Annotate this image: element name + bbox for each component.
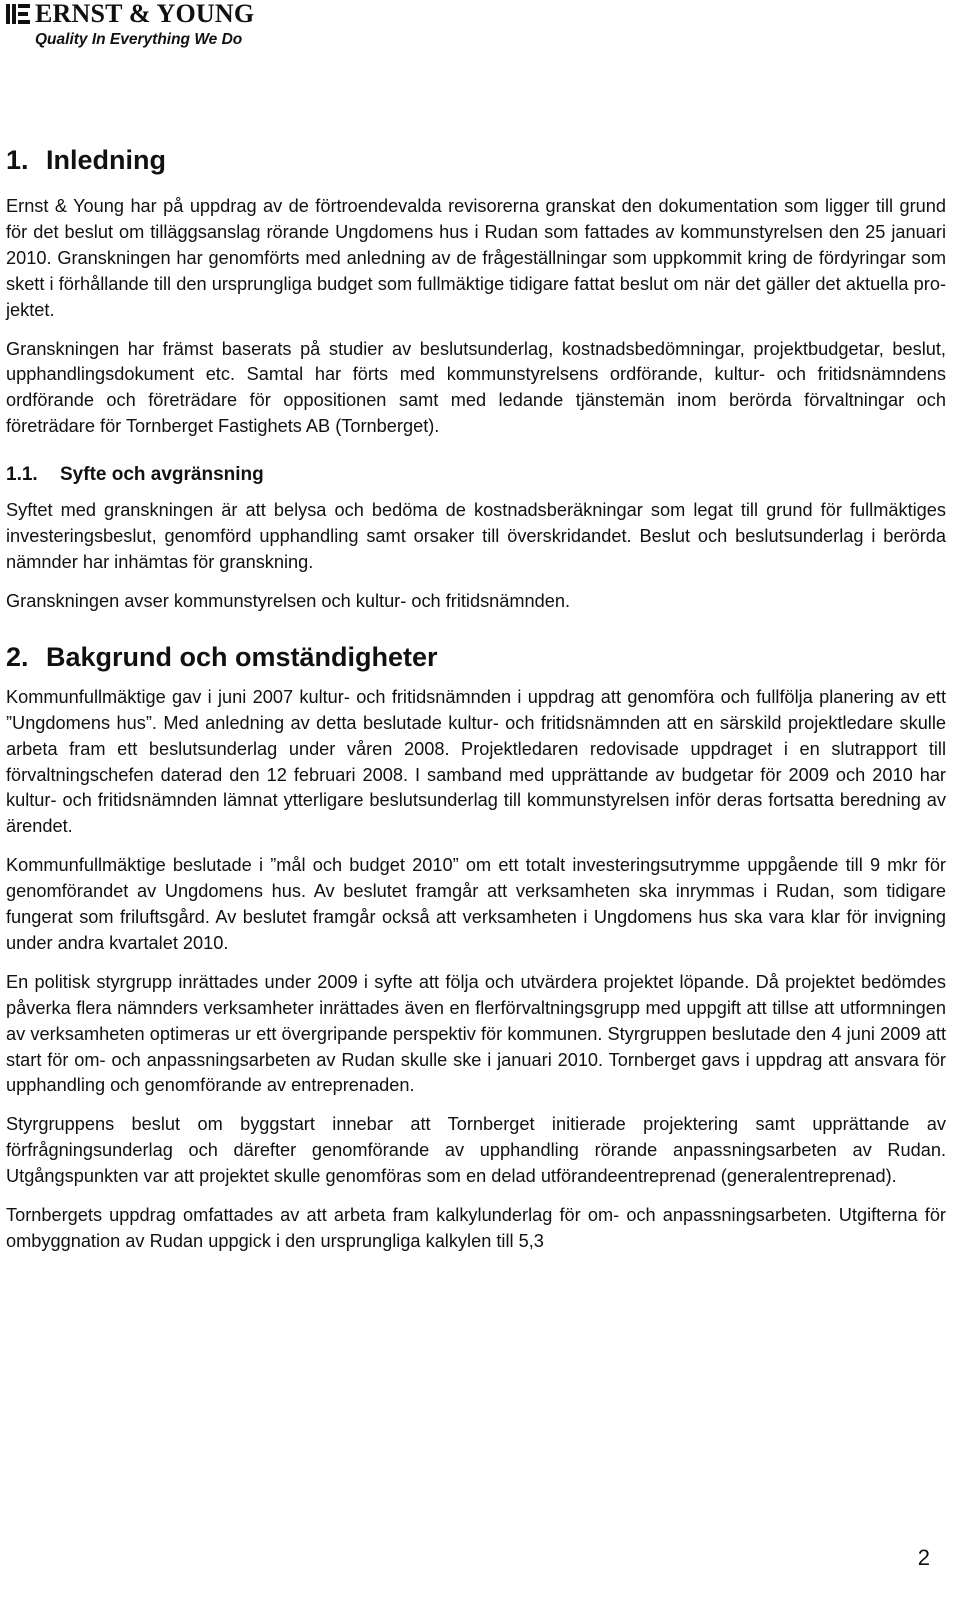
paragraph: Ernst & Young har på uppdrag av de förtroendevalda revisorerna granskat den dokumentation som ligger till grund för det beslut om tilläggsanslag rörande Ungdomens hus i Rudan som fattades av kommunstyrelsen den 25 januari 2010. Granskningen har genomförts med anledning av de frågeställningar som uppkommit kring de fördyringar som skett i förhållande till den ursprungliga budget som fullmäktige tidigare fattat beslut om när det gäller det aktuella projektet. bbox=[6, 196, 946, 320]
section-1-title: Inledning bbox=[46, 145, 166, 175]
paragraph: Kommunfullmäktige beslutade i ”mål och budget 2010” om ett totalt investeringsutrymme uppgående till 9 mkr för genomförandet av Ungdomens hus. Av beslutet framgår att verksamheten ska inrymmas i Rudan, som tidigare fungerat som friluftsgård. Av beslutet framgår också att verksamheten i Ungdomens hus ska vara klar för invigning under andra kvartalet 2010. bbox=[6, 855, 946, 953]
section-1-1-number: 1.1. bbox=[6, 464, 38, 486]
paragraph: En politisk styrgrupp inrättades under 2009 i syfte att följa och utvärdera projektet löpande. Då projektet bedömdes påverka flera nämnders verksamheter inrättades även en flerförvaltningsgrupp med uppgift att tillse att utformningen av verksamheten optimeras ur ett övergripande perspektiv för kommunen. Styrgruppen beslutade den 4 juni 2009 att start för om- och anpassningsarbeten av Rudan skulle ske i januari 2010. Tornberget gavs i uppdrag att ansvara för upphandling och genomförande av entreprenaden. bbox=[6, 971, 946, 1096]
section-1-heading bbox=[6, 140, 946, 180]
paragraph: Syftet med granskningen är att belysa och bedöma de kostnadsberäkningar som legat till grund för fullmäktiges investeringsbeslut, genomförd upphandling samt orsaker till överskridandet. Beslut och beslutsunderlag i berörda nämnder har inhämtas för granskning. bbox=[6, 500, 946, 572]
paragraph: Tornbergets uppdrag omfattades av att arbeta fram kalkylunderlag för om- och anpassningsarbeten. Utgifterna för ombyggnation av Rudan uppgick i den ursprungliga kalkylen till 5,3 bbox=[6, 1205, 946, 1251]
section-2-heading bbox=[6, 637, 946, 677]
section-1-number: 1. bbox=[6, 145, 29, 175]
logo-tagline: Quality In Everything We Do bbox=[35, 31, 243, 48]
ernst-young-logo bbox=[6, 0, 254, 49]
section-2-number: 2. bbox=[6, 641, 29, 672]
paragraph: Styrgruppens beslut om byggstart innebar att Tornberget initierade projektering samt upprättande av förfrågningsunderlag och därefter genomförande av upphandling rörande anpassningsarbeten av Rudan. Utgångspunkten var att projektet skulle genomföras som en delad utförandeentreprenad (generalentreprenad). bbox=[6, 1114, 946, 1187]
ey-bars-icon bbox=[6, 2, 30, 26]
paragraph: Kommunfullmäktige gav i juni 2007 kultur- och fritidsnämnden i uppdrag att genomföra och fullfölja planering av ett ”Ungdomens hus”. Med anledning av detta beslutade kultur- och fritidsnämnden att en särskild projektledare skulle arbeta fram ett beslutsunderlag under våren 2008. Projektledaren redovisade uppdraget i en slutrapport till förvaltningschefen daterad den 12 februari 2008. I samband med upprättande av budgetar för 2009 och 2010 har kultur- och fritidsnämnden lämnat ytterligare beslutsunderlag till kommunstyrelsen inför deras fortsatta beredning av ärendet. bbox=[6, 686, 946, 837]
logo-company-name: ERNST & YOUNG bbox=[35, 0, 255, 28]
section-2-title: Bakgrund och omständigheter bbox=[46, 641, 438, 672]
document-body bbox=[6, 140, 946, 1255]
section-1-1-title: Syfte och avgränsning bbox=[60, 464, 264, 486]
section-1-1-heading bbox=[6, 460, 946, 490]
paragraph: Granskningen avser kommunstyrelsen och kultur- och fritidsnämnden. bbox=[6, 590, 571, 611]
page-number: 2 bbox=[917, 1545, 930, 1570]
paragraph: Granskningen har främst baserats på studier av beslutsunderlag, kostnadsbedömningar, projektbudgetar, beslut, upphandlingsdokument etc. Samtal har förts med kommunstyrelsens ordförande, kultur- och fritidsnämndens ordförande och företrädare för oppositionen samt med ledande tjänstemän inom berörda förvaltningar och företrädare för Tornberget Fastighets AB (Tornberget). bbox=[6, 338, 946, 437]
